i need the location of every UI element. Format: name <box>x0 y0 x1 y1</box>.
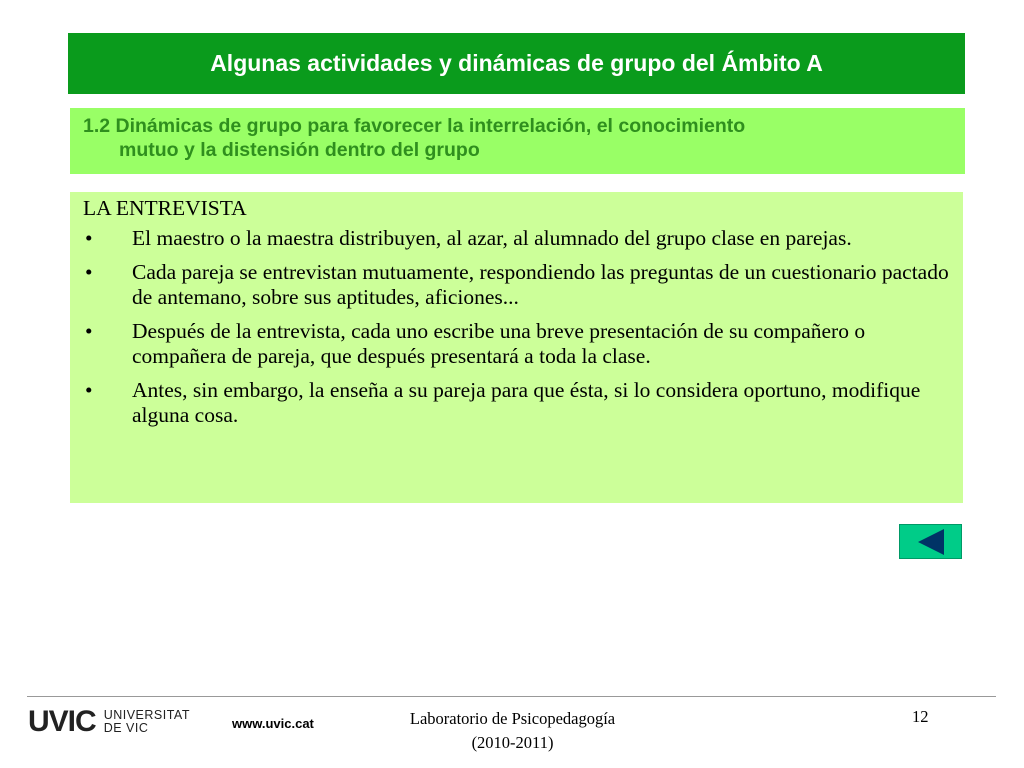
bullet-item <box>83 260 951 310</box>
footer-divider <box>27 696 996 697</box>
footer-caption <box>360 707 665 755</box>
slide-title-bar <box>68 33 965 94</box>
bullet-text: Cada pareja se entrevistan mutuamente, respondiendo las preguntas de un cuestionario pactado de antemano, sobre sus aptitudes, aficiones... <box>132 260 949 309</box>
bullet-list <box>83 226 951 428</box>
bullet-item <box>83 378 951 428</box>
section-subtitle-bar <box>70 108 965 174</box>
slide-title: Algunas actividades y dinámicas de grupo del Ámbito A <box>210 50 823 76</box>
bullet-item <box>83 226 951 251</box>
content-heading: LA ENTREVISTA <box>83 196 247 220</box>
logo-name-line1: UNIVERSITAT <box>103 708 190 722</box>
bullet-text: Antes, sin embargo, la enseña a su pareja para que ésta, si lo considera oportuno, modifique alguna cosa. <box>132 378 921 427</box>
bullet-item <box>83 319 951 369</box>
back-button[interactable] <box>899 524 962 559</box>
section-subtitle-line1: 1.2 Dinámicas de grupo para favorecer la interrelación, el conocimiento <box>83 115 746 137</box>
bullet-text: Después de la entrevista, cada uno escribe una breve presentación de su compañero o compañera de pareja, que después presentará a toda la clase. <box>132 319 866 368</box>
logo-name <box>104 709 190 735</box>
university-logo[interactable] <box>28 706 190 738</box>
logo-mark: UVIC <box>28 705 96 738</box>
logo-name-line2: DE VIC <box>103 721 149 735</box>
bullet-icon: • <box>85 260 93 284</box>
page-number: 12 <box>912 707 929 726</box>
bullet-icon: • <box>85 378 93 402</box>
bullet-icon: • <box>85 226 93 250</box>
bullet-text: El maestro o la maestra distribuyen, al azar, al alumnado del grupo clase en parejas. <box>132 226 852 250</box>
footer-caption-line1: Laboratorio de Psicopedagogía <box>409 709 616 728</box>
left-arrow-icon <box>918 529 944 555</box>
bullet-icon: • <box>85 319 93 343</box>
section-subtitle-line2: mutuo y la distensión dentro del grupo <box>119 139 480 161</box>
footer-caption-line2: (2010-2011) <box>471 733 554 752</box>
website-link[interactable]: www.uvic.cat <box>232 716 314 731</box>
content-box <box>70 192 963 503</box>
